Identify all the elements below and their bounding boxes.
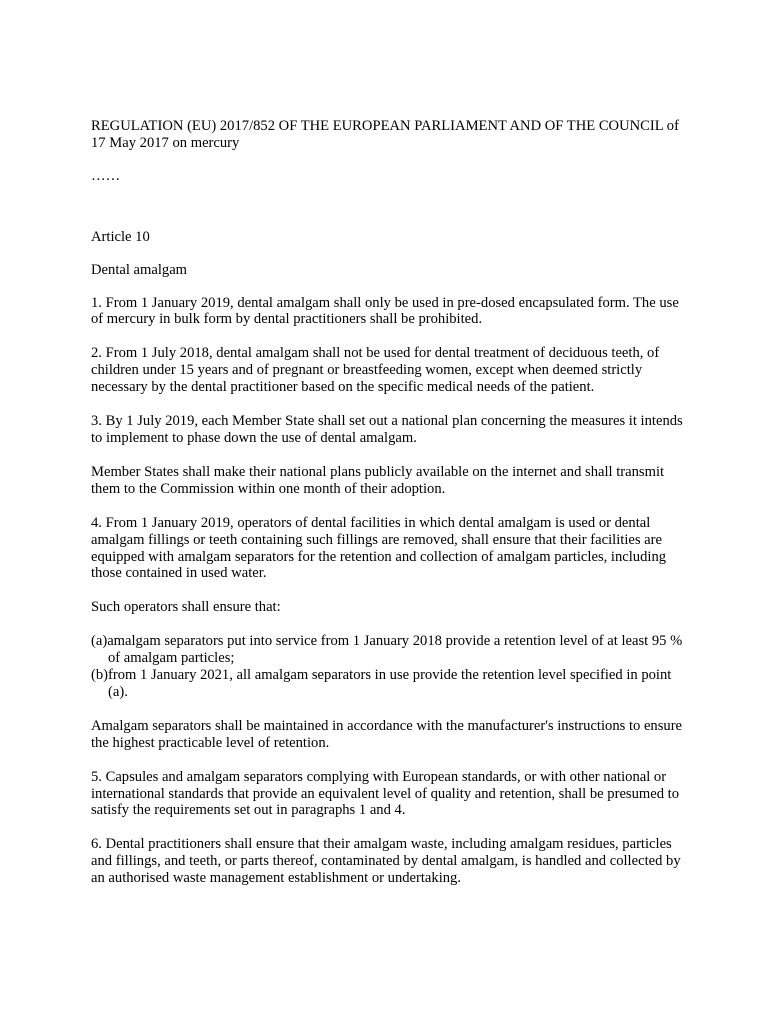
article-title: Dental amalgam [91, 261, 188, 278]
list-item-b: (b)from 1 January 2021, all amalgam separators in use provide the retention level specified in point (a). [91, 667, 672, 700]
paragraph-4: 4. From 1 January 2019, operators of dental facilities in which dental amalgam is used or dental amalgam fillings or teeth containing such fillings are removed, shall ensure that their facilities are equipped with amalgam separators for the retention and collection of amalgam particles, including those contained in used water. [91, 514, 667, 582]
regulation-title: REGULATION (EU) 2017/852 OF THE EUROPEAN PARLIAMENT AND OF THE COUNCIL of 17 May 2017 on mercury [91, 118, 679, 151]
paragraph-3: 3. By 1 July 2019, each Member State shall set out a national plan concerning the measures it intends to implement to phase down the use of dental amalgam. [91, 413, 683, 446]
article-number: Article 10 [91, 228, 150, 245]
paragraph-member-states: Member States shall make their national plans publicly available on the internet and shall transmit them to the Commission within one month of their adoption. [91, 463, 665, 497]
paragraph-1: 1. From 1 January 2019, dental amalgam shall only be used in pre-dosed encapsulated form. The use of mercury in bulk form by dental practitioners shall be prohibited. [91, 294, 679, 328]
requirements-list [91, 633, 687, 701]
list-item-a: (a)amalgam separators put into service from 1 January 2018 provide a retention level of at least 95 % of amalgam particles; [91, 633, 683, 667]
document-body [91, 118, 687, 904]
paragraph-5: 5. Capsules and amalgam separators complying with European standards, or with other national or international standards that provide an equivalent level of quality and retention, shall be presumed to satisfy the requirements set out in paragraphs 1 and 4. [91, 768, 680, 819]
paragraph-maintenance: Amalgam separators shall be maintained in accordance with the manufacturer's instructions to ensure the highest practicable level of retention. [91, 717, 683, 751]
omitted-text-ellipsis: …… [91, 167, 121, 184]
paragraph-2: 2. From 1 July 2018, dental amalgam shall not be used for dental treatment of deciduous teeth, of children under 15 years and of pregnant or breastfeeding women, except when deemed strictly necessary by the dental practitioner based on the specific medical needs of the patient. [91, 345, 660, 396]
paragraph-6: 6. Dental practitioners shall ensure that their amalgam waste, including amalgam residues, particles and fillings, and teeth, or parts thereof, contaminated by dental amalgam, is handled and collected by an authorised waste management establishment or undertaking. [91, 836, 681, 887]
paragraph-operators: Such operators shall ensure that: [91, 599, 281, 616]
